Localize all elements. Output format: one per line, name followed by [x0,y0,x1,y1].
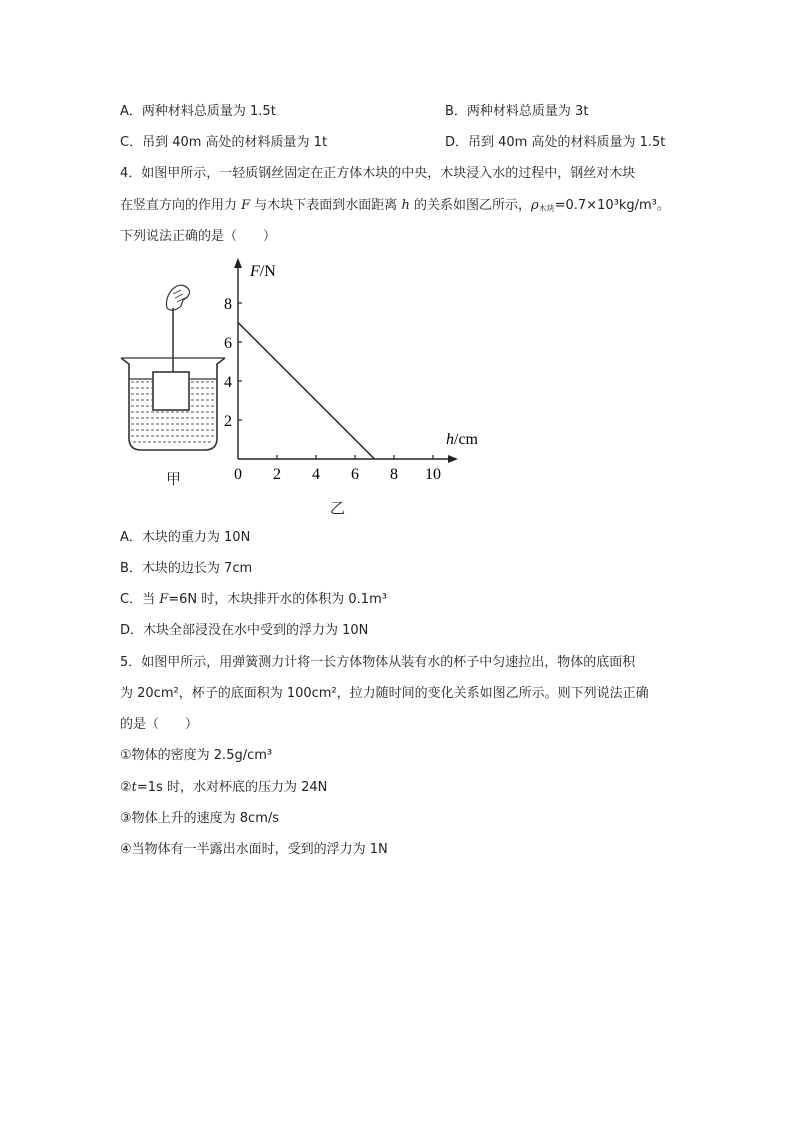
q4-option-c [120,590,387,610]
q4-option-c-text: =6N 时，木块排开水的体积为 0.1m³ [168,592,387,607]
q4-option-c-var: F [159,592,169,607]
q4-option-a: A．木块的重力为 10N [120,530,251,545]
q5-statement-2-text: =1s 时，水对杯底的压力为 24N [136,780,328,795]
y-tick-label: 6 [224,335,232,352]
q5-stem-line3: 的是（ ） [120,717,199,732]
q4-option-b: B．木块的边长为 7cm [120,561,253,576]
q3-option-a: A．两种材料总质量为 1.5t [120,104,276,119]
q5-stem-line1: 5．如图甲所示，用弹簧测力计将一长方体物体从装有水的杯子中匀速拉出，物体的底面积 [120,655,636,670]
hand-icon [166,285,189,310]
x-tick-label: 8 [390,466,398,483]
q4-text: 在竖直方向的作用力 [120,198,242,213]
q4-option-c-text: C．当 [120,592,160,607]
x-tick-label: 10 [425,466,441,483]
q4-stem-line3: 下列说法正确的是（ ） [120,229,277,244]
q4-var-h: h [401,198,410,213]
series-line [238,323,375,460]
q5-statement-2-num: ② [120,780,132,795]
q5-statement-2 [120,778,327,798]
q5-stem-line2: 为 20cm²，杯子的底面积为 100cm²，拉力随时间的变化关系如图乙所示。则下列说法正确 [120,686,649,701]
q3-option-b: B．两种材料总质量为 3t [445,104,589,119]
q5-statement-3: ③物体上升的速度为 8cm/s [120,811,280,826]
q4-text: 的关系如图乙所示， [409,198,531,213]
q4-stem-line2 [120,196,670,219]
q5-statement-2-var: t [131,780,137,795]
q4-rho-subscript: 木块 [538,204,555,213]
q5-statement-1: ①物体的密度为 2.5g/cm³ [120,748,273,763]
q4-var-F: F [241,198,251,213]
figure-jia-label: 甲 [166,470,182,488]
q4-var-rho: ρ [530,198,539,213]
figure-yi-graph [220,252,490,487]
q4-text: =0.7×10³kg/m³。 [554,198,670,213]
x-tick-label: 0 [234,466,242,483]
x-tick-label: 6 [351,466,359,483]
y-tick-label: 4 [224,374,232,391]
y-tick-label: 2 [224,413,232,430]
q4-stem-line1: 4．如图甲所示，一轻质钢丝固定在正方体木块的中央，木块浸入水的过程中，钢丝对木块 [120,166,636,181]
q4-option-d: D．木块全部浸没在水中受到的浮力为 10N [120,623,369,638]
y-axis-arrow [234,258,242,268]
figure-yi-label: 乙 [330,499,346,517]
y-axis-label: F/N [250,263,276,280]
x-tick-label: 2 [273,466,281,483]
wooden-block [153,372,189,410]
q3-option-d: D．吊到 40m 高处的材料质量为 1.5t [445,135,666,150]
q3-option-c: C．吊到 40m 高处的材料质量为 1t [120,135,328,150]
x-axis-label: h/cm [446,431,478,448]
x-tick-label: 4 [312,466,320,483]
y-tick-label: 8 [224,296,232,313]
q4-text: 与木块下表面到水面距离 [250,198,402,213]
figure-jia-beaker [115,280,230,460]
q5-statement-4: ④当物体有一半露出水面时，受到的浮力为 1N [120,842,388,857]
x-axis-arrow [448,455,458,463]
